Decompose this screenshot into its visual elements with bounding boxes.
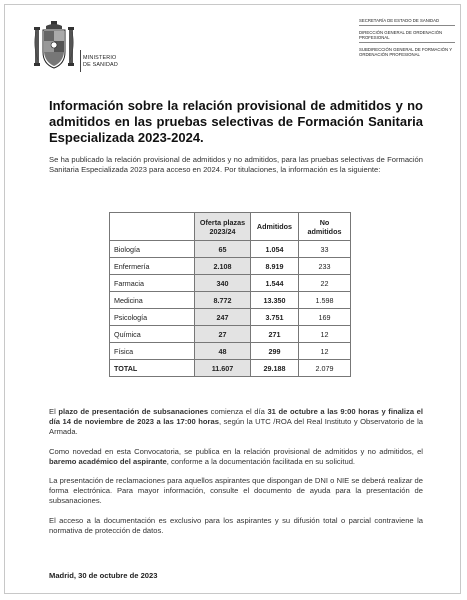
document-title: Información sobre la relación provisional de admitidos y no admitidos en las pruebas selectivas de Formación Sanitaria Especializada 2023-2024. — [49, 98, 423, 145]
letterhead-divider — [80, 50, 81, 72]
subdireccion-label: SUBDIRECCIÓN GENERAL DE FORMACIÓN Y ORDENACIÓN PROFESIONAL — [359, 47, 453, 57]
ministry-name — [83, 55, 118, 69]
table-row — [110, 258, 351, 275]
body-paragraphs — [49, 407, 423, 545]
cell-no-admitidos: 2.079 — [299, 360, 351, 377]
cell-admitidos: 299 — [251, 343, 299, 360]
ministry-line-2: DE SANIDAD — [83, 62, 118, 68]
cell-category: TOTAL — [110, 360, 195, 377]
cell-plazas: 340 — [195, 275, 251, 292]
coat-of-arms-icon — [32, 20, 76, 74]
cell-admitidos: 8.919 — [251, 258, 299, 275]
table-row — [110, 241, 351, 258]
p1-text: El — [49, 407, 59, 416]
header-category — [110, 213, 195, 241]
signature-date: Madrid, 30 de octubre de 2023 — [49, 571, 158, 580]
p2-text: , conforme a la documentación facilitada en su solicitud. — [166, 456, 356, 466]
cell-plazas: 8.772 — [195, 292, 251, 309]
cell-plazas: 65 — [195, 241, 251, 258]
cell-no-admitidos: 233 — [299, 258, 351, 275]
table-row — [110, 275, 351, 292]
cell-category: Psicología — [110, 309, 195, 326]
p1-text: comienza el día — [208, 407, 268, 416]
table-header-row — [110, 213, 351, 241]
cell-plazas: 2.108 — [195, 258, 251, 275]
cell-no-admitidos: 12 — [299, 326, 351, 343]
cell-admitidos: 3.751 — [251, 309, 299, 326]
header-plazas: Oferta plazas 2023/24 — [195, 213, 251, 241]
p1-bold: plazo de presentación de subsanaciones — [58, 407, 209, 416]
cell-no-admitidos: 22 — [299, 275, 351, 292]
header-admitidos: Admitidos — [251, 213, 299, 241]
p2-bold: baremo académico del aspirante — [49, 456, 167, 466]
cell-category: Farmacia — [110, 275, 195, 292]
privacy-paragraph: El acceso a la documentación es exclusivo para los aspirantes y su difusión total o parcial contraviene la normativa de protección de datos. — [49, 515, 423, 535]
department-block — [359, 18, 455, 63]
secretaria-label: SECRETARÍA DE ESTADO DE SANIDAD — [359, 18, 455, 26]
cell-plazas: 48 — [195, 343, 251, 360]
cell-admitidos: 29.188 — [251, 360, 299, 377]
p1-text: , según la UTC /ROA del Real Instituto y Observatorio de la Armada. — [49, 417, 424, 437]
table-row — [110, 343, 351, 360]
p2-text: Como novedad en esta Convocatoria, se publica en la relación provisional de admitidos y no admitidos, el — [49, 446, 423, 456]
cell-no-admitidos: 169 — [299, 309, 351, 326]
ministry-line-1: MINISTERIO — [83, 55, 117, 61]
table-row — [110, 326, 351, 343]
table-row — [110, 309, 351, 326]
cell-category: Biología — [110, 241, 195, 258]
deadline-paragraph — [49, 407, 423, 438]
claims-paragraph: La presentación de reclamaciones para aquellos aspirantes que dispongan de DNI o NIE se deberá realizar de forma electrónica. Para mayor información, consulte el documento de ayuda para la presentación de subsanaciones. — [49, 476, 423, 506]
cell-no-admitidos: 33 — [299, 241, 351, 258]
novelty-paragraph — [49, 447, 423, 467]
cell-admitidos: 13.350 — [251, 292, 299, 309]
header-no-admitidos: No admitidos — [299, 213, 351, 241]
cell-category: Medicina — [110, 292, 195, 309]
admissions-table — [109, 212, 351, 377]
cell-category: Enfermería — [110, 258, 195, 275]
cell-admitidos: 271 — [251, 326, 299, 343]
cell-category: Química — [110, 326, 195, 343]
table-row — [110, 292, 351, 309]
cell-admitidos: 1.544 — [251, 275, 299, 292]
cell-plazas: 11.607 — [195, 360, 251, 377]
cell-admitidos: 1.054 — [251, 241, 299, 258]
cell-category: Física — [110, 343, 195, 360]
direccion-label: DIRECCIÓN GENERAL DE ORDENACIÓN PROFESIONAL — [359, 30, 455, 43]
letterhead — [0, 0, 467, 90]
cell-no-admitidos: 1.598 — [299, 292, 351, 309]
p1-bold: 31 de octubre a las 9:00 horas y finaliza el día 14 de noviembre de 2023 a las 17:00 horas — [49, 407, 423, 427]
cell-no-admitidos: 12 — [299, 343, 351, 360]
cell-plazas: 247 — [195, 309, 251, 326]
intro-paragraph: Se ha publicado la relación provisional de admitidos y no admitidos, para las pruebas selectivas de Formación Sanitaria Especializada 2023 para acceso en 2024. Por titulaciones, la información es la siguiente: — [49, 155, 423, 175]
cell-plazas: 27 — [195, 326, 251, 343]
table-total-row — [110, 360, 351, 377]
